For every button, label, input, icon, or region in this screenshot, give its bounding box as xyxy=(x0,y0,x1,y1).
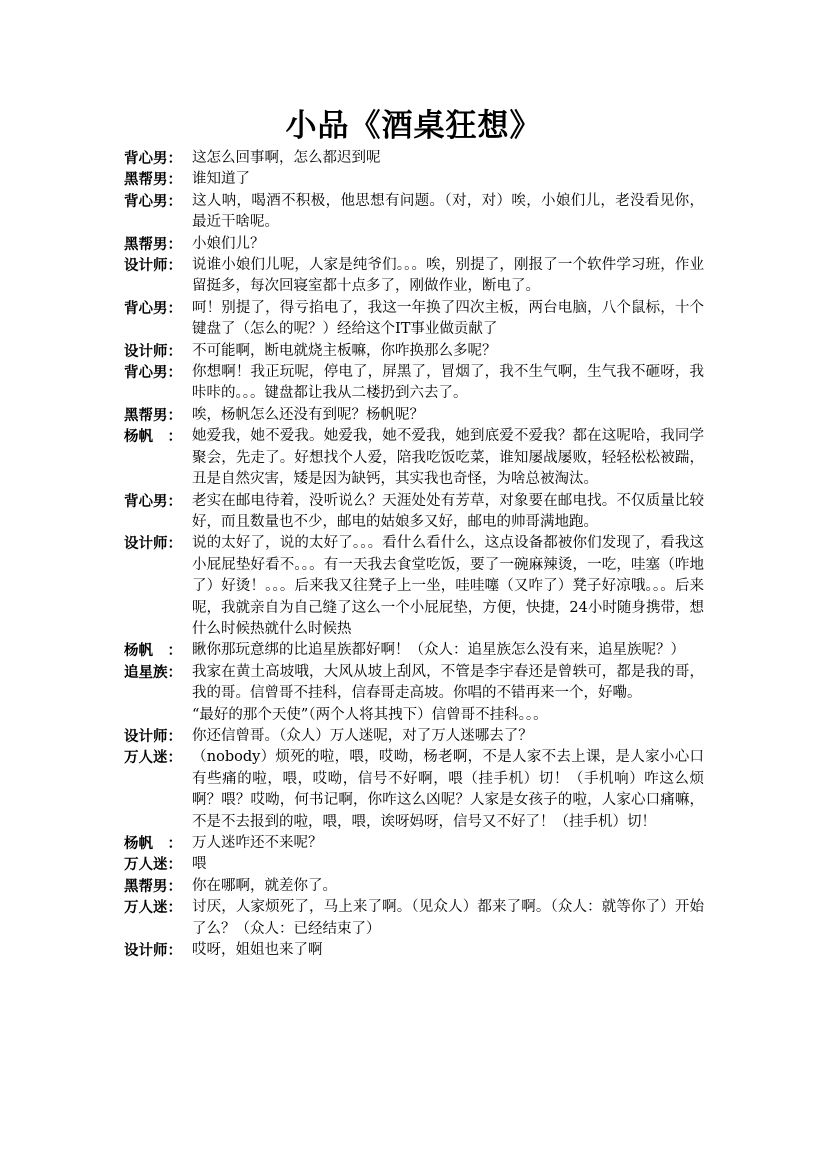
speaker-name: 杨帆 ： xyxy=(124,428,182,446)
dialogue-line xyxy=(124,940,704,961)
dialogue-line xyxy=(124,148,704,169)
dialogue-line xyxy=(124,341,704,362)
dialogue-line xyxy=(124,662,704,705)
speaker-name: 追星族： xyxy=(124,663,182,681)
dialogue-line xyxy=(124,255,704,298)
speaker-name: 万人迷： xyxy=(124,856,182,874)
speaker-name: 黑帮男： xyxy=(124,406,182,424)
speech-text: 你在哪啊，就差你了。 xyxy=(192,877,337,894)
speaker-name: 背心男： xyxy=(124,364,182,382)
dialogue-line xyxy=(124,169,704,190)
dialogue-line xyxy=(124,854,704,875)
speech-text: 哎呀，姐姐也来了啊 xyxy=(192,942,323,959)
speaker-name: 背心男： xyxy=(124,299,182,317)
dialogue-line xyxy=(124,640,704,661)
speech-text: 万人迷咋还不来呢？ xyxy=(192,835,323,851)
speaker-name: 设计师： xyxy=(124,942,182,960)
speech-text: 你还信曾哥。（众人）万人迷呢，对了万人迷哪去了？ xyxy=(192,727,533,744)
dialogue-line xyxy=(124,833,704,854)
page-title: 小品《酒桌狂想》 xyxy=(285,108,542,144)
dialogue-line xyxy=(124,747,704,833)
speech-text: 喂 xyxy=(192,856,207,873)
dialogue-line xyxy=(124,426,704,490)
speaker-name: 背心男： xyxy=(124,492,182,510)
speaker-name: 设计师： xyxy=(124,727,182,745)
speaker-name: 设计师： xyxy=(124,535,182,553)
speaker-name: 设计师： xyxy=(124,257,182,275)
speech-text: （nobody）烦死的啦，喂，哎呦，杨老啊，不是人家不去上课，是人家小心口有些痛的啦，喂，哎呦，信号不好啊，喂（挂手机）切！（手机响）咋这么烦啊？喂？哎呦，何书记啊，你咋这么凶呢？人家是女孩子的啦，人家心口痛嘛，不是不去报到的啦，喂，喂，诶呀妈呀，信号又不好了！（挂手机）切！ xyxy=(192,749,704,830)
speech-text: 呵！别提了，得亏掐电了，我这一年换了四次主板，两台电脑，八个鼠标，十个键盘了（怎么的呢？）经给这个IT事业做贡献了 xyxy=(192,299,704,338)
script-body xyxy=(124,148,704,961)
speech-text: 瞅你那玩意绑的比追星族都好啊！（众人：追星族怎么没有来，追星族呢？） xyxy=(192,642,685,659)
speech-text: 讨厌，人家烦死了，马上来了啊。（见众人）都来了啊。（众人：就等你了）开始了么？（众人：已经结束了） xyxy=(192,899,704,937)
dialogue-line xyxy=(124,491,704,534)
speaker-name: 黑帮男： xyxy=(124,877,182,895)
speech-text: 这人呐，喝酒不积极，他思想有问题。（对，对）唉，小娘们儿，老没看见你，最近干啥呢。 xyxy=(192,192,704,231)
dialogue-line xyxy=(124,362,704,405)
dialogue-line xyxy=(124,897,704,940)
speech-text: 唉，杨帆怎么还没有到呢？杨帆呢？ xyxy=(192,406,424,423)
speech-text: 这怎么回事啊，怎么都迟到呢 xyxy=(192,150,381,166)
speech-text: 你想啊！我正玩呢，停电了，屏黑了，冒烟了，我不生气啊，生气我不砸呀，我咔咔的。。。键盘都让我从二楼扔到六去了。 xyxy=(192,364,704,402)
dialogue-line xyxy=(124,705,704,726)
dialogue-line xyxy=(124,726,704,747)
speaker-name: 万人迷： xyxy=(124,899,182,917)
dialogue-line xyxy=(124,191,704,234)
dialogue-line xyxy=(124,234,704,255)
speaker-name: 黑帮男： xyxy=(124,235,182,253)
speech-text: 不可能啊，断电就烧主板嘛，你咋换那么多呢？ xyxy=(192,342,497,359)
speaker-name: 黑帮男： xyxy=(124,171,182,189)
speech-text: 谁知道了 xyxy=(192,171,250,188)
speech-text: 说谁小娘们儿呢，人家是纯爷们。。。唉，别提了，刚报了一个软件学习班，作业留挺多，每次回寝室都十点多了，刚做作业，断电了。 xyxy=(192,257,704,295)
dialogue-line xyxy=(124,876,704,897)
speaker-name: 背心男： xyxy=(124,192,182,210)
speaker-name: 杨帆 ： xyxy=(124,835,182,852)
speech-text: 她爱我，她不爱我。她爱我，她不爱我，她到底爱不爱我？都在这呢哈，我同学聚会，先走了。好想找个人爱，陪我吃饭吃菜，谁知屡战屡败，轻轻松松被踹，丑是自然灾害，矮是因为缺钙，其实我也奇怪，为啥总被淘汰。 xyxy=(192,428,704,488)
speaker-name: 设计师： xyxy=(124,342,182,360)
dialogue-line xyxy=(124,405,704,426)
speech-text: 老实在邮电待着，没听说么？天涯处处有芳草，对象要在邮电找。不仅质量比较好，而且数量也不少，邮电的姑娘多又好，邮电的帅哥满地跑。 xyxy=(192,492,704,530)
speech-text: 小娘们儿？ xyxy=(192,235,265,252)
dialogue-line xyxy=(124,533,704,640)
dialogue-line xyxy=(124,298,704,341)
speech-text: 我家在黄土高坡哦，大风从坡上刮风，不管是李宇春还是曾轶可，都是我的哥，我的哥。信曾哥不挂科，信春哥走高坡。你唱的不错再来一个，好嘞。 xyxy=(192,663,704,702)
speaker-name: 背心男： xyxy=(124,150,182,167)
speaker-name: 万人迷： xyxy=(124,749,182,767)
speaker-name: 杨帆 ： xyxy=(124,642,182,660)
speech-text: “最好的那个天使”（两个人将其拽下）信曾哥不挂科。。。 xyxy=(192,706,548,723)
speech-text: 说的太好了，说的太好了。。。看什么看什么，这点设备都被你们发现了，看我这小屁屁垫好看不。。。有一天我去食堂吃饭，要了一碗麻辣烫，一吃，哇塞（咋地了）好烫！。。。后来我又往凳子上一坐，哇哇噻（又咋了）凳子好凉哦。。。后来呢，我就亲自为自己缝了这么一个小屁屁垫，方便，快捷，24小时随身携带，想什么时候热就什么时候热 xyxy=(192,535,704,637)
